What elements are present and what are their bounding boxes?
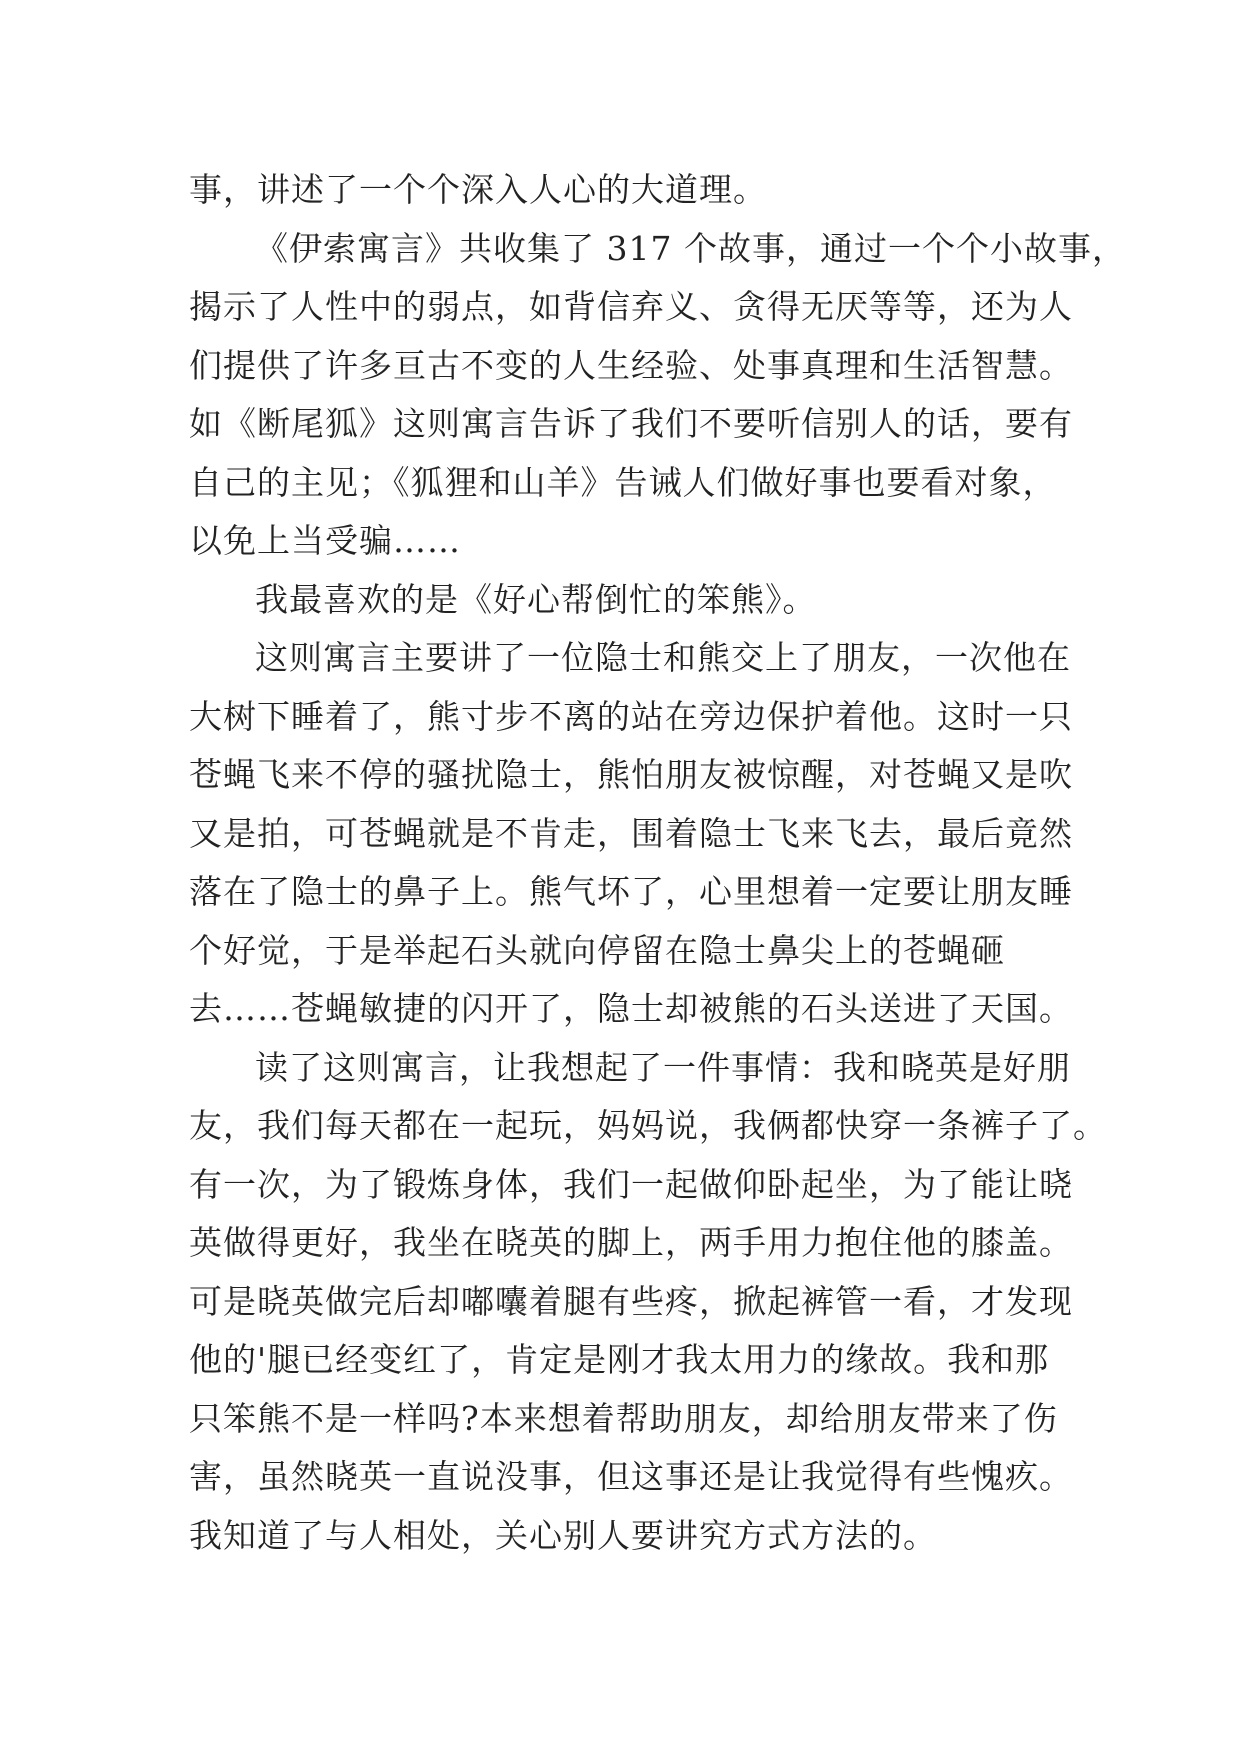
text-line: 可是晓英做完后却嘟囔着腿有些疼，掀起裤管一看，才发现 [189, 1281, 1073, 1321]
text-line: 《伊索寓言》共收集了 317 个故事，通过一个个小故事， [255, 228, 1126, 268]
text-line: 我最喜欢的是《好心帮倒忙的笨熊》。 [255, 579, 817, 619]
text-line: 们提供了许多亘古不变的人生经验、处事真理和生活智慧。 [189, 345, 1073, 385]
text-line: 只笨熊不是一样吗?本来想着帮助朋友，却给朋友带来了伤 [189, 1398, 1058, 1438]
text-line: 读了这则寓言，让我想起了一件事情：我和晓英是好朋 [255, 1047, 1071, 1087]
text-line: 去……苍蝇敏捷的闪开了，隐士却被熊的石头送进了天国。 [189, 989, 1073, 1028]
text-line: 又是拍，可苍蝇就是不肯走，围着隐士飞来飞去，最后竟然 [189, 813, 1073, 853]
text-line: 苍蝇飞来不停的骚扰隐士，熊怕朋友被惊醒，对苍蝇又是吹 [189, 755, 1073, 794]
text-line: 自己的主见；《狐狸和山羊》告诫人们做好事也要看对象， [189, 462, 1057, 502]
text-line: 大树下睡着了，熊寸步不离的站在旁边保护着他。这时一只 [189, 696, 1073, 736]
text-line: 英做得更好，我坐在晓英的脚上，两手用力抱住他的膝盖。 [189, 1223, 1073, 1262]
text-line: 这则寓言主要讲了一位隐士和熊交上了朋友，一次他在 [255, 638, 1071, 677]
body-text [189, 161, 1126, 1565]
text-line: 落在了隐士的鼻子上。熊气坏了，心里想着一定要让朋友睡 [189, 872, 1073, 911]
text-line: 揭示了人性中的弱点，如背信弃义、贪得无厌等等，还为人 [189, 287, 1073, 326]
text-line: 有一次，为了锻炼身体，我们一起做仰卧起坐，为了能让晓 [189, 1164, 1073, 1204]
text-line: 如《断尾狐》这则寓言告诉了我们不要听信别人的话，要有 [189, 404, 1073, 443]
text-line: 个好觉，于是举起石头就向停留在隐士鼻尖上的苍蝇砸 [189, 930, 1005, 970]
text-line: 友，我们每天都在一起玩，妈妈说，我俩都快穿一条裤子了。 [189, 1106, 1107, 1145]
text-line: 以免上当受骗…… [189, 521, 461, 560]
text-line: 害，虽然晓英一直说没事，但这事还是让我觉得有些愧疚。 [189, 1457, 1073, 1496]
text-line: 他的'腿已经变红了，肯定是刚才我太用力的缘故。我和那 [189, 1340, 1050, 1379]
text-line: 事，讲述了一个个深入人心的大道理。 [189, 170, 767, 209]
text-line: 我知道了与人相处，关心别人要讲究方式方法的。 [189, 1515, 937, 1555]
